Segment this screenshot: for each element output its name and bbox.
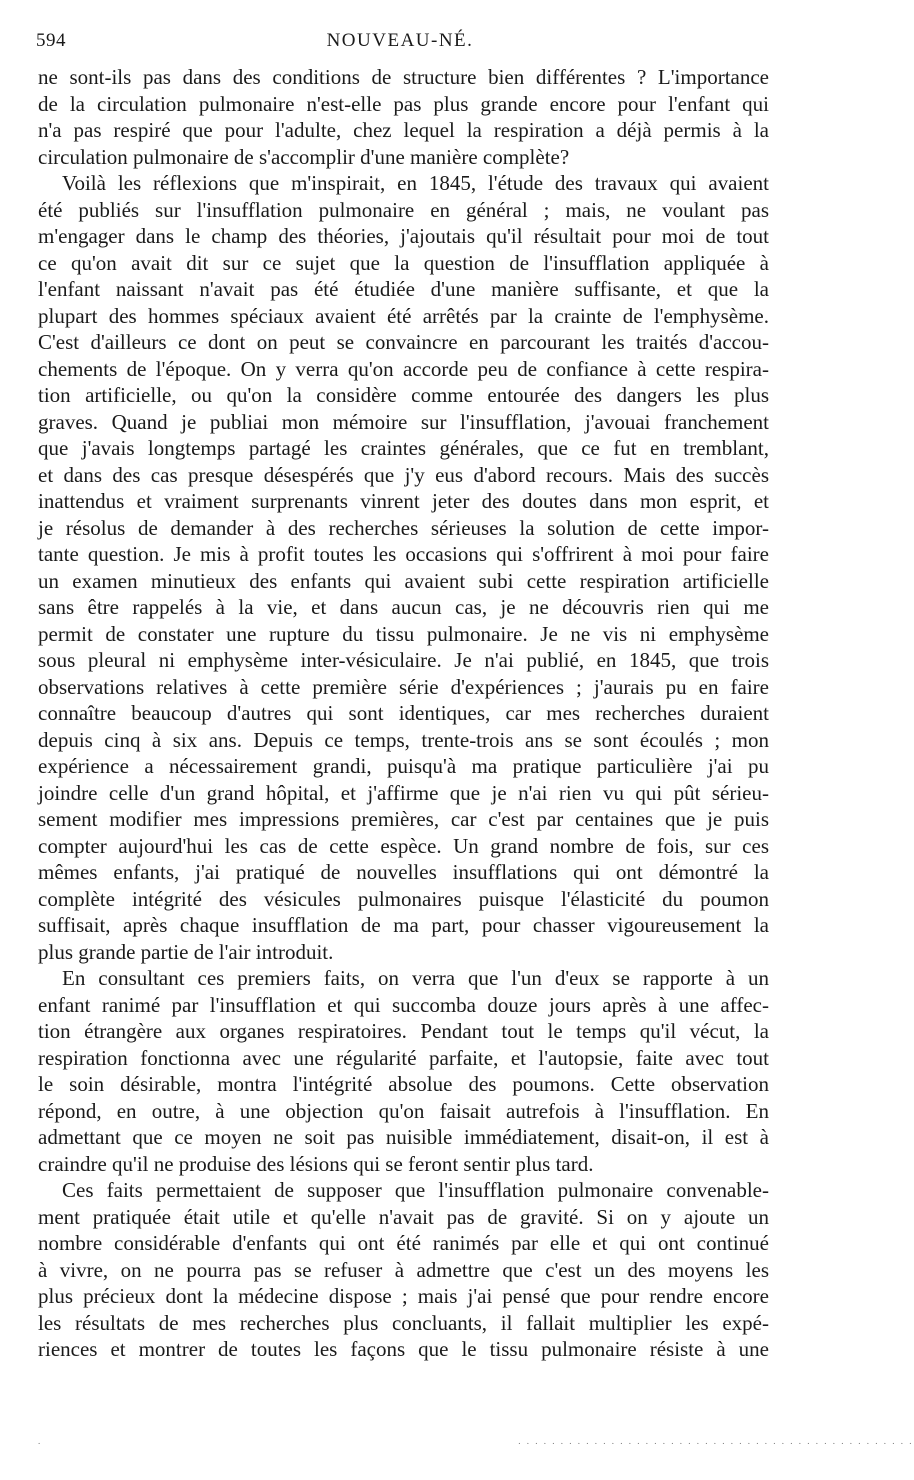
text-line: sans être rappelés à la vie, et dans aucun cas, je ne découvris rien qui me [38,595,769,619]
paragraph [38,965,769,1177]
paragraph [38,170,769,965]
running-title: NOUVEAU-NÉ. [326,30,474,51]
text-line: plus précieux dont la médecine dispose ; mais j'ai pensé que pour rendre encore [38,1284,769,1308]
text-line: chements de l'époque. On y verra qu'on accorde peu de confiance à cette respira- [38,356,769,381]
page-number: 594 [36,30,66,51]
page-header [36,26,764,56]
text-line: tante question. Je mis à profit toutes les occasions qui s'offrirent à moi pour faire [38,542,769,566]
text-line: ne sont-ils pas dans des conditions de structure bien différentes ? L'importance [38,65,769,89]
text-line: expérience a nécessairement grandi, puisqu'à ma pratique particulière j'ai pu [38,754,769,778]
footer-dotted-rule: . . . . . . . . . . . . . . . . . . . . . . . . . . . . . . . . . . . . . . . . . . . . . . . . [38,1436,914,1446]
text-line: le soin désirable, montra l'intégrité absolue des poumons. Cette observation [38,1072,769,1096]
text-line: connaître beaucoup d'autres qui sont identiques, car mes recherches duraient [38,701,769,725]
text-line: enfant ranimé par l'insufflation et qui succomba douze jours après à une affec- [38,992,769,1017]
text-line: de la circulation pulmonaire n'est-elle pas plus grande encore pour l'enfant qui [38,91,769,116]
text-line: mêmes enfants, j'ai pratiqué de nouvelles insufflations qui ont démontré la [38,860,769,884]
text-line: n'a pas respiré que pour l'adulte, chez lequel la respiration a déjà permis à la [38,118,769,142]
text-line: plupart des hommes spéciaux avaient été arrêtés par la crainte de l'emphysème. [38,303,769,328]
text-line: respiration fonctionna avec une régularité parfaite, et l'autopsie, faite avec tout [38,1045,769,1070]
text-line: que j'avais longtemps partagé les craintes générales, que ce fut en tremblant, [38,436,769,460]
paragraph [38,1177,769,1363]
paragraph [38,64,769,170]
text-line: inattendus et vraiment surprenants vinrent jeter des doutes dans mon esprit, et [38,489,769,513]
text-line: complète intégrité des vésicules pulmonaires puisque l'élasticité du poumon [38,886,769,911]
text-line: craindre qu'il ne produise des lésions qui se feront sentir plus tard. [38,1151,594,1176]
text-line: sement modifier mes impressions premières, car c'est par centaines que je puis [38,807,769,831]
text-line: ce qu'on avait dit sur ce sujet que la question de l'insufflation appliquée à [38,250,769,275]
text-line: répond, en outre, à une objection qu'on faisait autrefois à l'insufflation. En [38,1098,769,1123]
text-line: C'est d'ailleurs ce dont on peut se convaincre en parcourant les traités d'accou- [38,330,769,354]
body-text [38,64,769,1363]
text-line: et dans des cas presque désespérés que j'y eus d'abord recours. Mais des succès [38,462,769,487]
text-line: compter aujourd'hui les cas de cette espèce. Un grand nombre de fois, sur ces [38,833,769,858]
text-line: Ces faits permettaient de supposer que l'insufflation pulmonaire convenable- [62,1178,769,1202]
text-line: graves. Quand je publiai mon mémoire sur l'insufflation, j'avouai franchement [38,409,769,434]
text-line: circulation pulmonaire de s'accomplir d'une manière complète? [38,144,570,169]
text-line: nombre considérable d'enfants qui ont été ranimés par elle et qui ont continué [38,1231,769,1255]
text-line: ment pratiquée était utile et qu'elle n'avait pas de gravité. Si on y ajoute un [38,1204,769,1229]
text-line: Voilà les réflexions que m'inspirait, en 1845, l'étude des travaux qui avaient [62,171,769,195]
text-line: depuis cinq à six ans. Depuis ce temps, trente-trois ans se sont écoulés ; mon [38,727,769,752]
text-line: admettant que ce moyen ne soit pas nuisible immédiatement, disait-on, il est à [38,1125,769,1149]
text-line: sous pleural ni emphysème inter-vésiculaire. Je n'ai publié, en 1845, que trois [38,648,769,672]
text-line: plus grande partie de l'air introduit. [38,939,334,964]
text-line: tion étrangère aux organes respiratoires. Pendant tout le temps qu'il vécut, la [38,1019,769,1043]
text-line: les résultats de mes recherches plus concluants, il fallait multiplier les expé- [38,1310,769,1335]
text-line: à vivre, on ne pourra pas se refuser à admettre que c'est un des moyens les [38,1257,769,1282]
text-line: tion artificielle, ou qu'on la considère comme entourée des dangers les plus [38,383,769,407]
text-line: je résolus de demander à des recherches sérieuses la solution de cette impor- [38,515,769,540]
text-line: l'enfant naissant n'avait pas été étudiée d'une manière suffisante, et que la [38,277,769,301]
text-line: En consultant ces premiers faits, on verra que l'un d'eux se rapporte à un [62,966,769,990]
text-line: suffisait, après chaque insufflation de ma part, pour chasser vigoureusement la [38,913,769,937]
text-line: joindre celle d'un grand hôpital, et j'affirme que je n'ai rien vu qui pût sérieu- [38,780,769,805]
text-line: m'engager dans le champ des théories, j'ajoutais qu'il résultait pour moi de tout [38,224,769,248]
text-line: permit de constater une rupture du tissu pulmonaire. Je ne vis ni emphysème [38,621,769,646]
text-line: observations relatives à cette première série d'expériences ; j'aurais pu en faire [38,674,769,699]
text-line: riences et montrer de toutes les façons que le tissu pulmonaire résiste à une [38,1337,769,1361]
text-line: un examen minutieux des enfants qui avaient subi cette respiration artificielle [38,568,769,593]
text-line: été publiés sur l'insufflation pulmonaire en général ; mais, ne voulant pas [38,197,769,222]
